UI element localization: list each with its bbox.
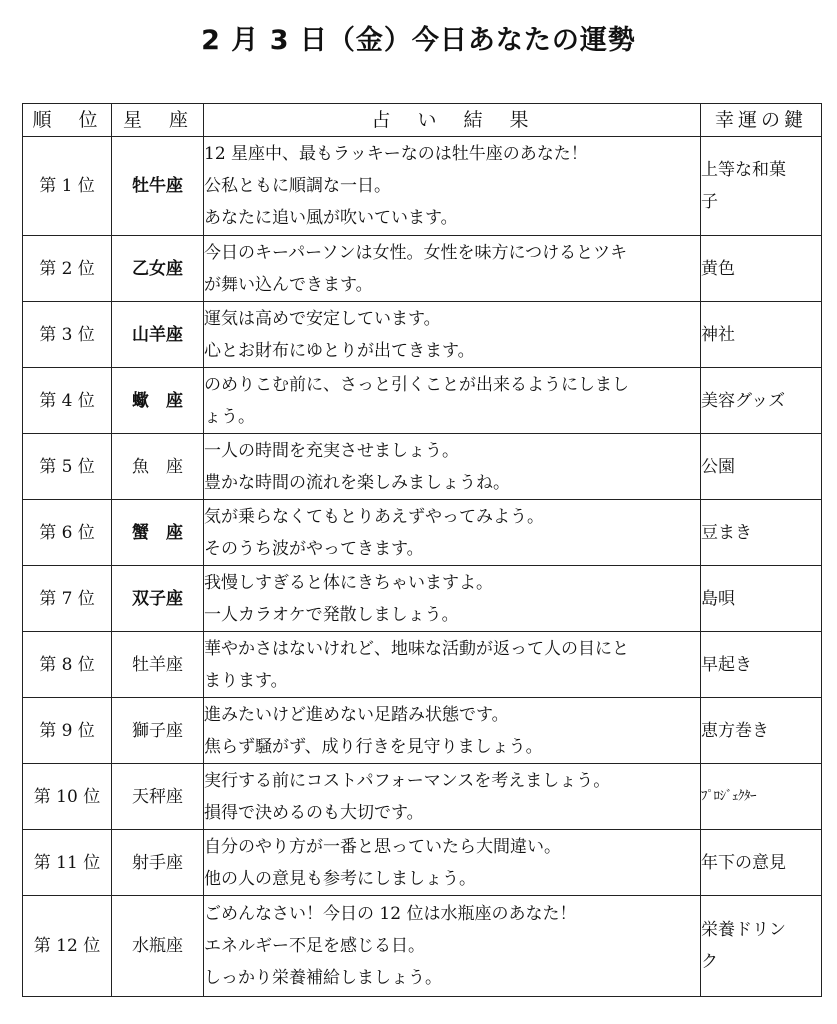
lucky-key-text: 上等な和菓 [701, 160, 786, 180]
header-sign: 星 座 [112, 104, 204, 137]
rank-cell: 第 2 位 [23, 236, 112, 302]
lucky-key-text: 栄養ドリン [701, 920, 786, 940]
fortune-line: 損得で決めるのも大切です。 [204, 802, 424, 823]
fortune-line: ょう。 [204, 406, 255, 427]
rank-cell: 第 12 位 [23, 896, 112, 997]
table-row [23, 236, 822, 302]
fortune-line: 我慢しすぎると体にきちゃいますよ。 [204, 572, 493, 593]
fortune-result-cell [204, 566, 701, 632]
fortune-line: 自分のやり方が一番と思っていたら大間違い。 [204, 836, 561, 857]
zodiac-sign-cell: 蠍 座 [112, 368, 204, 434]
lucky-key-text: ﾌﾟﾛｼﾞｪｸﾀｰ [701, 788, 756, 804]
lucky-key-cell [701, 137, 822, 236]
zodiac-sign-cell: 乙女座 [112, 236, 204, 302]
fortune-result-cell [204, 632, 701, 698]
fortune-line: 進みたいけど進めない足踏み状態です。 [204, 704, 509, 725]
header-lucky-key: 幸運の鍵 [701, 104, 822, 137]
table-row [23, 764, 822, 830]
zodiac-sign-cell: 蟹 座 [112, 500, 204, 566]
fortune-result-cell [204, 236, 701, 302]
table-row [23, 302, 822, 368]
lucky-key-cell [701, 830, 822, 896]
lucky-key-cell [701, 632, 822, 698]
zodiac-sign-cell: 射手座 [112, 830, 204, 896]
lucky-key-cell [701, 302, 822, 368]
rank-cell: 第 1 位 [23, 137, 112, 236]
rank-cell: 第 5 位 [23, 434, 112, 500]
fortune-line: のめりこむ前に、さっと引くことが出来るようにしまし [204, 374, 629, 395]
table-row [23, 434, 822, 500]
lucky-key-text: 恵方巻き [701, 720, 769, 741]
header-rank: 順 位 [23, 104, 112, 137]
fortune-line: ごめんなさい！今日の 12 位は水瓶座のあなた！ [204, 904, 577, 924]
lucky-key-cell [701, 434, 822, 500]
zodiac-sign-cell: 双子座 [112, 566, 204, 632]
rank-cell: 第 11 位 [23, 830, 112, 896]
zodiac-sign-cell: 獅子座 [112, 698, 204, 764]
fortune-result-cell [204, 368, 701, 434]
fortune-result-cell [204, 830, 701, 896]
zodiac-sign-cell: 牡牛座 [112, 137, 204, 236]
lucky-key-text: 豆まき [701, 522, 752, 543]
fortune-result-cell [204, 302, 701, 368]
fortune-result-cell [204, 896, 701, 997]
table-row [23, 698, 822, 764]
zodiac-sign-cell: 天秤座 [112, 764, 204, 830]
fortune-result-cell [204, 500, 701, 566]
fortune-line: あなたに追い風が吹いています。 [204, 208, 458, 228]
fortune-line: そのうち波がやってきます。 [204, 538, 424, 559]
table-row [23, 632, 822, 698]
lucky-key-text: 年下の意見 [701, 852, 786, 873]
fortune-result-cell [204, 434, 701, 500]
lucky-key-text: 子 [701, 192, 718, 212]
fortune-table [22, 103, 822, 997]
rank-cell: 第 4 位 [23, 368, 112, 434]
table-row [23, 368, 822, 434]
fortune-line: 12 星座中、最もラッキーなのは牡牛座のあなた！ [204, 144, 588, 164]
rank-cell: 第 6 位 [23, 500, 112, 566]
lucky-key-text: 島唄 [701, 588, 735, 609]
table-row [23, 137, 822, 236]
table-header-row [23, 104, 822, 137]
fortune-line: 一人の時間を充実させましょう。 [204, 440, 459, 461]
rank-cell: 第 10 位 [23, 764, 112, 830]
fortune-line: 実行する前にコストパフォーマンスを考えましょう。 [204, 770, 611, 791]
fortune-line: が舞い込んできます。 [204, 274, 373, 295]
lucky-key-text: ク [701, 952, 718, 972]
header-result: 占 い 結 果 [204, 104, 701, 137]
zodiac-sign-cell: 山羊座 [112, 302, 204, 368]
fortune-line: 焦らず騒がず、成り行きを見守りましょう。 [204, 736, 543, 757]
zodiac-sign-cell: 水瓶座 [112, 896, 204, 997]
lucky-key-cell [701, 500, 822, 566]
table-row [23, 830, 822, 896]
fortune-line: 他の人の意見も参考にしましょう。 [204, 868, 476, 889]
fortune-line: 気が乗らなくてもとりあえずやってみよう。 [204, 506, 544, 527]
fortune-line: 一人カラオケで発散しましょう。 [204, 604, 459, 625]
fortune-line: 心とお財布にゆとりが出てきます。 [204, 340, 475, 361]
table-row [23, 896, 822, 997]
lucky-key-text: 公園 [701, 456, 735, 477]
lucky-key-text: 黄色 [701, 258, 735, 279]
rank-cell: 第 7 位 [23, 566, 112, 632]
fortune-line: 運気は高めで安定しています。 [204, 308, 441, 329]
lucky-key-cell [701, 566, 822, 632]
fortune-line: まります。 [204, 670, 288, 691]
fortune-line: エネルギー不足を感じる日。 [204, 936, 425, 956]
lucky-key-text: 美容グッズ [701, 390, 786, 411]
zodiac-sign-cell: 牡羊座 [112, 632, 204, 698]
rank-cell: 第 3 位 [23, 302, 112, 368]
fortune-line: 華やかさはないけれど、地味な活動が返って人の目にと [204, 638, 629, 659]
fortune-line: 今日のキーパーソンは女性。女性を味方につけるとツキ [204, 242, 628, 263]
fortune-line: 豊かな時間の流れを楽しみましょうね。 [204, 472, 510, 493]
fortune-result-cell [204, 698, 701, 764]
lucky-key-cell [701, 368, 822, 434]
fortune-result-cell [204, 764, 701, 830]
rank-cell: 第 9 位 [23, 698, 112, 764]
lucky-key-text: 早起き [701, 654, 752, 675]
lucky-key-cell [701, 236, 822, 302]
lucky-key-cell [701, 896, 822, 997]
page-title: 2 月 3 日（金）今日あなたの運勢 [201, 25, 636, 56]
fortune-line: しっかり栄養補給しましょう。 [204, 968, 442, 988]
table-row [23, 566, 822, 632]
lucky-key-cell [701, 698, 822, 764]
lucky-key-text: 神社 [701, 324, 735, 345]
table-row [23, 500, 822, 566]
rank-cell: 第 8 位 [23, 632, 112, 698]
zodiac-sign-cell: 魚 座 [112, 434, 204, 500]
fortune-line: 公私ともに順調な一日。 [204, 176, 391, 196]
fortune-result-cell [204, 137, 701, 236]
lucky-key-cell [701, 764, 822, 830]
